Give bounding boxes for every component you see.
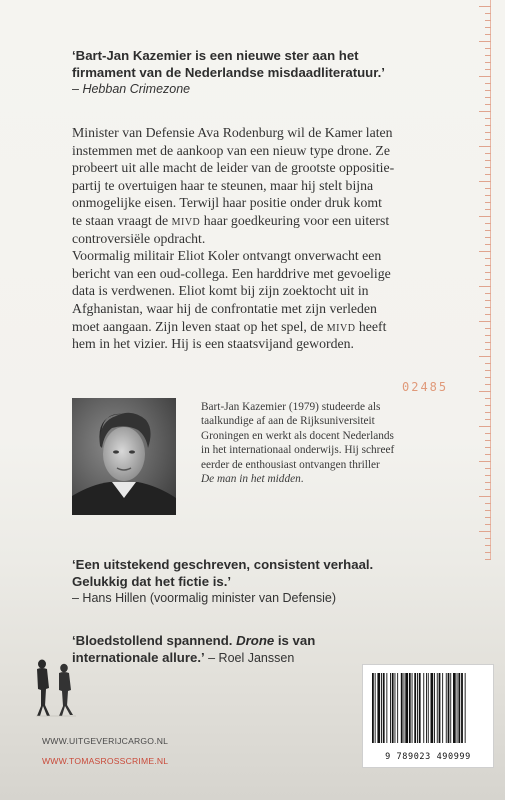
- ruler-tick: [485, 118, 491, 119]
- quote-bottom-line-1: ‘Bloedstollend spannend. Drone is van: [72, 633, 316, 648]
- ruler-tick: [479, 41, 491, 42]
- ruler-tick: [485, 195, 491, 196]
- ruler-tick: [485, 55, 491, 56]
- bio-line: Groningen en werkt als docent Nederlands: [201, 429, 394, 442]
- ruler-tick: [485, 62, 491, 63]
- ruler-tick: [485, 279, 491, 280]
- ruler-tick: [485, 489, 491, 490]
- barcode-bar: [439, 673, 441, 743]
- ruler-tick: [485, 83, 491, 84]
- ruler-tick: [485, 293, 491, 294]
- ruler-tick: [485, 167, 491, 168]
- blurb-line: hem in het vizier. Hij is een staatsvijand geworden.: [72, 336, 354, 352]
- ruler-tick: [485, 153, 491, 154]
- barcode-bar: [442, 673, 443, 743]
- ruler-number: 02485: [402, 380, 449, 394]
- ruler-tick: [485, 342, 491, 343]
- ruler-tick: [485, 370, 491, 371]
- ruler-tick: [485, 244, 491, 245]
- barcode-bar: [434, 673, 435, 743]
- barcode-bar: [397, 673, 398, 743]
- bio-line: Bart-Jan Kazemier (1979) studeerde als: [201, 401, 381, 413]
- barcode-bar: [414, 673, 416, 743]
- bio-line: taalkundige af aan de Rijksuniversiteit: [201, 415, 375, 428]
- ruler-tick: [485, 335, 491, 336]
- ruler-tick: [485, 377, 491, 378]
- barcode-bar: [448, 673, 450, 743]
- barcode-bar: [372, 673, 374, 743]
- author-photo: [72, 398, 176, 515]
- quote-top: [72, 47, 472, 98]
- barcode-bar: [423, 673, 424, 743]
- publisher-url[interactable]: WWW.UITGEVERIJCARGO.NL: [42, 736, 169, 746]
- barcode-bar: [412, 673, 413, 743]
- quote-bottom: [72, 632, 492, 667]
- ruler-tick: [485, 125, 491, 126]
- blurb-line: Voormalig militair Eliot Koler ontvangt onverwacht een: [72, 248, 382, 264]
- ruler-tick: [485, 13, 491, 14]
- barcode-bar: [428, 673, 429, 743]
- barcode-bar: [437, 673, 438, 743]
- ruler-tick: [479, 496, 491, 497]
- bio-line: in het internationaal onderwijs. Hij schreef: [201, 444, 395, 457]
- ruler-tick: [485, 139, 491, 140]
- ruler-tick: [479, 111, 491, 112]
- barcode-bar: [457, 673, 458, 743]
- barcode-bar: [383, 673, 385, 743]
- author-bio: [201, 400, 491, 486]
- ruler-tick: [479, 531, 491, 532]
- ruler-tick: [485, 545, 491, 546]
- isbn-number: 9 789023 490999: [385, 752, 471, 762]
- ruler-tick: [485, 328, 491, 329]
- ruler-tick: [485, 20, 491, 21]
- ruler-tick: [485, 230, 491, 231]
- ruler-tick: [485, 174, 491, 175]
- ruler-tick: [485, 272, 491, 273]
- quote-mid: [72, 556, 492, 607]
- ruler-tick: [485, 384, 491, 385]
- quote-top-line-1: ‘Bart-Jan Kazemier is een nieuwe ster aan het: [72, 48, 359, 63]
- ruler-tick: [485, 524, 491, 525]
- barcode-bar: [426, 673, 427, 743]
- ruler-tick: [485, 209, 491, 210]
- ruler-tick: [485, 517, 491, 518]
- ruler-tick: [485, 160, 491, 161]
- barcode-bar: [417, 673, 418, 743]
- ruler-tick: [485, 27, 491, 28]
- ruler-tick: [485, 503, 491, 504]
- ruler-tick: [485, 538, 491, 539]
- barcode-bar: [431, 673, 434, 743]
- bio-line: eerder de enthousiast ontvangen thriller: [201, 458, 380, 471]
- barcode-bar: [405, 673, 408, 743]
- ruler-tick: [485, 265, 491, 266]
- barcode-bar: [409, 673, 411, 743]
- barcode-bar: [419, 673, 421, 743]
- ruler-tick: [485, 34, 491, 35]
- barcode-bars: [370, 673, 486, 747]
- blurb-line: Afghanistan, waar hij de confrontatie met zijn verleden: [72, 300, 377, 316]
- ruler-tick: [485, 510, 491, 511]
- quote-mid-source: – Hans Hillen (voormalig minister van Defensie): [72, 591, 336, 605]
- ruler-tick: [485, 188, 491, 189]
- ruler-tick: [485, 398, 491, 399]
- quote-top-line-2: firmament van de Nederlandse misdaadliteratuur.’: [72, 65, 385, 80]
- ruler-tick: [485, 300, 491, 301]
- ruler-tick: [485, 132, 491, 133]
- barcode-bar: [465, 673, 466, 743]
- ruler-tick: [485, 307, 491, 308]
- ruler-tick: [479, 6, 491, 7]
- ruler-tick: [485, 97, 491, 98]
- ruler-tick: [479, 356, 491, 357]
- barcode-bar: [461, 673, 463, 743]
- ruler-tick: [485, 223, 491, 224]
- barcode-bar: [381, 673, 382, 743]
- barcode-bar: [375, 673, 376, 743]
- walking-figures-image: [28, 656, 86, 718]
- ruler-tick: [485, 363, 491, 364]
- barcode-bar: [401, 673, 403, 743]
- ruler-tick: [485, 314, 491, 315]
- ruler-tick: [485, 69, 491, 70]
- blurb-line: moet aangaan. Zijn leven staat op het spel, de mivd heeft: [72, 318, 387, 334]
- quote-mid-line-2: Gelukkig dat het fictie is.’: [72, 574, 232, 589]
- quote-top-source: – Hebban Crimezone: [72, 82, 191, 96]
- ruler-tick: [485, 349, 491, 350]
- ruler-tick: [485, 104, 491, 105]
- barcode-bar: [453, 673, 456, 743]
- blurb-line: onmogelijke eisen. Terwijl haar positie onder druk komt: [72, 195, 382, 211]
- ruler-tick: [485, 258, 491, 259]
- ruler-tick: [485, 552, 491, 553]
- ruler-tick: [479, 76, 491, 77]
- blurb-line: te staan vraagt de mivd haar goedkeuring voor een uiterst: [72, 212, 390, 228]
- blurb-line: Minister van Defensie Ava Rodenburg wil de Kamer laten: [72, 125, 393, 140]
- blurb-line: controversiële opdracht.: [72, 230, 206, 246]
- isbn-barcode: [362, 664, 494, 768]
- bio-line: De man in het midden.: [201, 473, 304, 486]
- quote-bottom-line-2: internationale allure.’ – Roel Janssen: [72, 650, 295, 665]
- ruler-tick: [485, 48, 491, 49]
- ruler-tick: [485, 237, 491, 238]
- blurb-line: probeert uit alle macht de leider van de grootste oppositie-: [72, 160, 395, 176]
- blurb-line: data is verdwenen. Eliot komt bij zijn zoektocht uit in: [72, 283, 369, 299]
- blurb-line: instemmen met de aankoop van een nieuw type drone. Ze: [72, 142, 390, 158]
- barcode-bar: [446, 673, 447, 743]
- barcode-bar: [458, 673, 460, 743]
- ruler-tick: [485, 90, 491, 91]
- blurb-line: bericht van een oud-collega. Een harddrive met gevoelige: [72, 265, 391, 281]
- barcode-bar: [386, 673, 387, 743]
- barcode-bar: [395, 673, 396, 743]
- barcode-bar: [450, 673, 451, 743]
- quote-mid-line-1: ‘Een uitstekend geschreven, consistent verhaal.: [72, 557, 374, 572]
- blurb-text: [72, 124, 482, 353]
- barcode-bar: [392, 673, 394, 743]
- barcode-bar: [390, 673, 391, 743]
- ruler-tick: [479, 391, 491, 392]
- blurb-line: partij te overtuigen haar te steunen, maar hij stelt bijna: [72, 177, 374, 193]
- crime-site-url[interactable]: WWW.TOMASROSSCRIME.NL: [42, 756, 169, 766]
- barcode-bar: [377, 673, 380, 743]
- barcode-bar: [404, 673, 405, 743]
- ruler-tick: [485, 202, 491, 203]
